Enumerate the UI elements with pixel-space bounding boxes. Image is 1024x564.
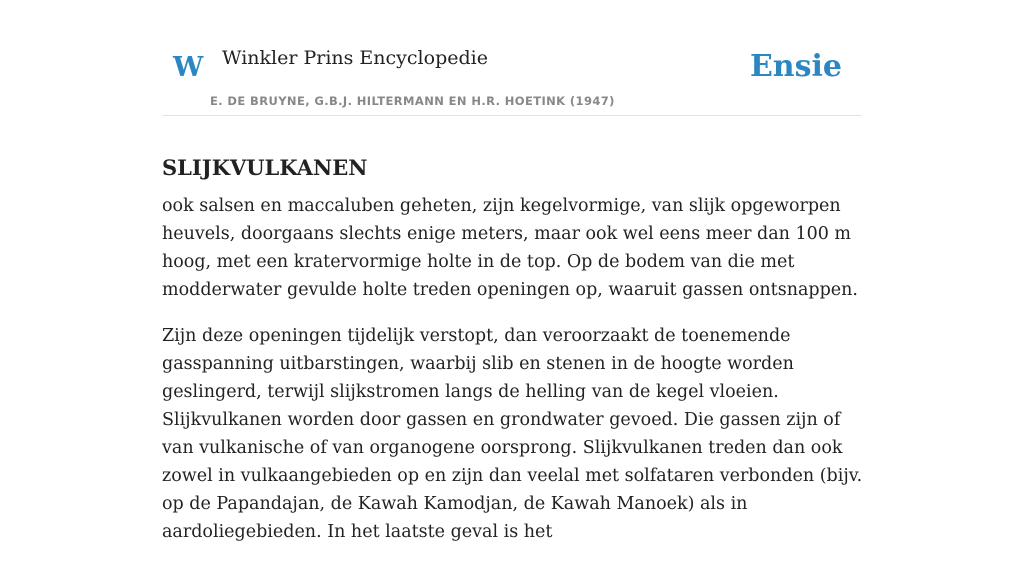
encyclopedia-header [162,40,862,116]
winkler-prins-logo[interactable]: W [173,52,204,83]
entry-title: SLIJKVULKANEN [162,155,368,181]
entry-paragraph-2: Zijn deze openingen tijdelijk verstopt, dan veroorzaakt de toenemende gasspanning uitbarstingen, waarbij slib en stenen in de hoogte worden geslingerd, terwijl slijkstromen langs de helling van de kegel vloeien. Slijkvulkanen worden door gassen en grondwater gevoed. Die gassen zijn of van vulkanische of van organogene oorsprong. Slijkvulkanen treden dan ook zowel in vulkaangebieden op en zijn dan veelal met solfataren verbonden (bijv. op de Papandajan, de Kawah Kamodjan, de Kawah Manoek) als in aardoliegebieden. In het laatste geval is het [162,326,863,542]
ensie-logo-link[interactable]: Ensie [749,49,842,84]
authors-line: E. DE BRUYNE, G.B.J. HILTERMANN EN H.R. HOETINK (1947) [210,94,615,108]
entry-paragraph-1: ook salsen en maccaluben geheten, zijn kegelvormige, van slijk opgeworpen heuvels, doorgaans slechts enige meters, maar ook wel eens meer dan 100 m hoog, met een kratervormige holte in de top. Op de bodem van die met modderwater gevulde holte treden openingen op, waaruit gassen ontsnappen. [162,196,858,300]
work-title-link[interactable]: Winkler Prins Encyclopedie [222,47,488,69]
entry-body [162,192,867,564]
